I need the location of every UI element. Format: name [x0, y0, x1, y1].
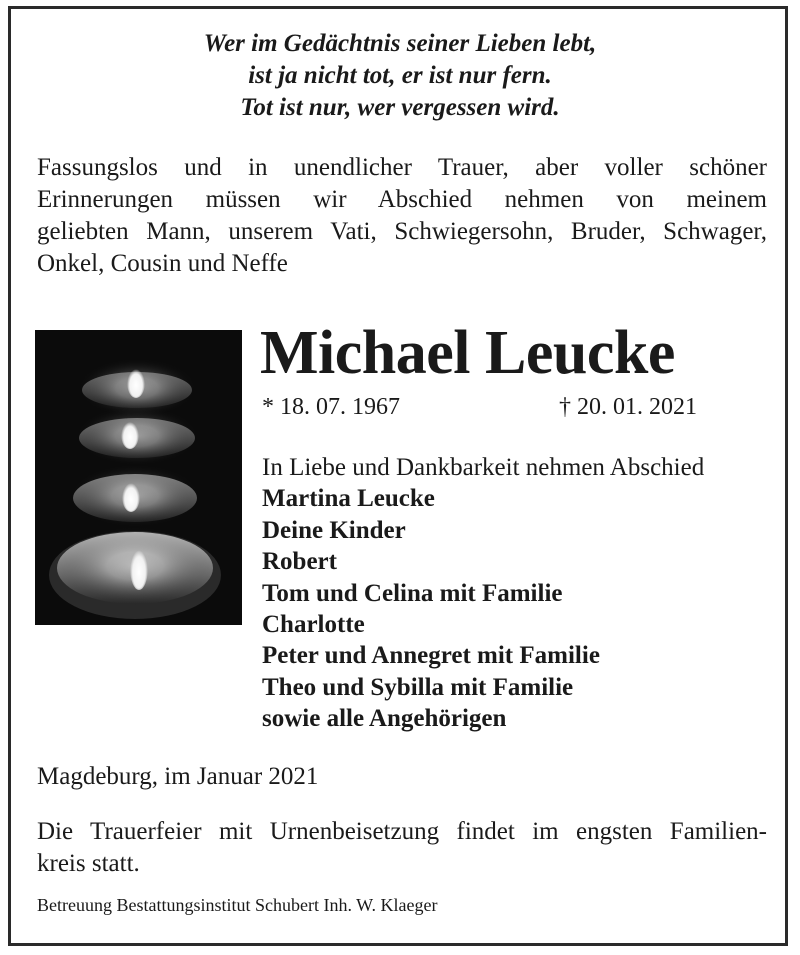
intro-line: Fassungslos und in unendlicher Trauer, aber voller schöner — [37, 154, 767, 181]
mourner-name: Tom und Celina mit Familie — [262, 579, 563, 607]
funeral-home-credit: Betreuung Bestattungsinstitut Schubert Inh. W. Klaeger — [37, 895, 438, 915]
mourner-name: Robert — [262, 548, 337, 576]
intro-line: Onkel, Cousin und Neffe — [37, 250, 288, 277]
mourner-name: Peter und Annegret mit Familie — [262, 642, 600, 670]
intro-line: Erinnerungen müssen wir Abschied nehmen von meinem — [37, 186, 767, 213]
mourners-list — [262, 452, 704, 735]
mourner-name: Martina Leucke — [262, 485, 435, 513]
intro-text — [37, 152, 767, 280]
candles-icon — [35, 330, 242, 625]
memorial-poem — [0, 28, 800, 124]
death-date: † 20. 01. 2021 — [559, 394, 697, 420]
candles-photo — [35, 330, 242, 625]
intro-line: geliebten Mann, unserem Vati, Schwiegersohn, Bruder, Schwager, — [37, 218, 767, 245]
poem-line: Wer im Gedächtnis seiner Lieben lebt, — [203, 30, 597, 57]
poem-line: Tot ist nur, wer vergessen wird. — [240, 94, 560, 121]
funeral-notice — [37, 816, 767, 880]
mourner-name: sowie alle Angehörigen — [262, 705, 507, 733]
mourner-name: Charlotte — [262, 611, 365, 639]
poem-line: ist ja nicht tot, er ist nur fern. — [248, 62, 552, 89]
funeral-line: kreis statt. — [37, 850, 140, 877]
mourner-name: Deine Kinder — [262, 516, 406, 544]
birth-date: * 18. 07. 1967 — [262, 394, 400, 420]
deceased-name: Michael Leucke — [260, 319, 675, 387]
place-and-date: Magdeburg, im Januar 2021 — [37, 763, 319, 790]
funeral-line: Die Trauerfeier mit Urnenbeisetzung findet im engsten Familien- — [37, 818, 767, 845]
mourner-name: Theo und Sybilla mit Familie — [262, 673, 574, 701]
mourners-lead: In Liebe und Dankbarkeit nehmen Abschied — [262, 454, 705, 481]
